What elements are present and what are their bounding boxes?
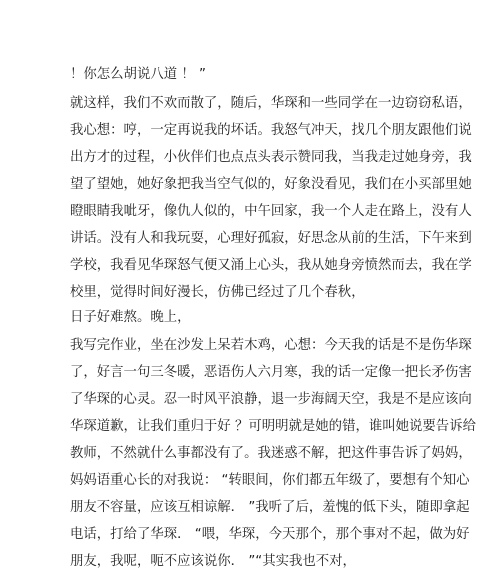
text-line: 校里，觉得时间好漫长，仿佛已经过了几个春秋， — [70, 285, 365, 300]
text-line: 了，好言一句三冬暖，恶语伤人六月寒，我的话一定像一把长矛伤害 — [70, 365, 472, 380]
text-line: 妈妈语重心长的对我说： “转眼间，你们都五年级了，要想有个知心 — [70, 473, 470, 488]
text-line: 了华琛的心灵。忍一时风平浪静，退一步海阔天空，我是不是应该向 — [70, 392, 472, 407]
text-line: 出方才的过程，小伙伴们也点点头表示赞同我，当我走过她身旁，我 — [70, 150, 472, 165]
text-line: 华琛道歉，让我们重归于好 ？可明明就是她的错，谁叫她说要告诉给 — [70, 419, 476, 434]
text-line: 望了望她，她好象把我当空气似的，好象没看见，我们在小买部里她 — [70, 177, 472, 192]
text-line: 就这样，我们不欢而散了，随后，华琛和一些同学在一边窃窃私语， — [70, 96, 472, 111]
text-line: 我心想：哼，一定再说我的坏话。我怒气冲天，找几个朋友跟他们说 — [70, 123, 472, 138]
text-line: 电话，打给了华琛． “喂，华琛，今天那个，那个事对不起，做为好 — [70, 527, 470, 542]
text-line: 我写完作业，坐在沙发上呆若木鸡，心想：今天我的话是不是伤华琛 — [70, 338, 472, 353]
text-line: 学校，我看见华琛怒气便又涌上心头，我从她身旁愤然而去，我在学 — [70, 258, 472, 273]
text-line: 朋友，我呢，呃不应该说你． ”“其实我也不对， — [70, 554, 356, 569]
text-line: 教师，不然就什么事都没有了。我迷惑不解，把这件事告诉了妈妈， — [70, 446, 472, 461]
text-line: ！你怎么胡说八道 ！ ” — [70, 67, 206, 82]
text-line: 讲话。没有人和我玩耍，心理好孤寂，好思念从前的生活，下午来到 — [70, 231, 472, 246]
text-line: 朋友不容量，应该互相谅解． ”我听了后，羞愧的低下头，随即拿起 — [70, 500, 470, 515]
text-line: 日子好难熬。晚上， — [70, 310, 191, 325]
text-line: 瞪眼睛我呲牙，像仇人似的，中午回家，我一个人走在路上，没有人 — [70, 204, 472, 219]
